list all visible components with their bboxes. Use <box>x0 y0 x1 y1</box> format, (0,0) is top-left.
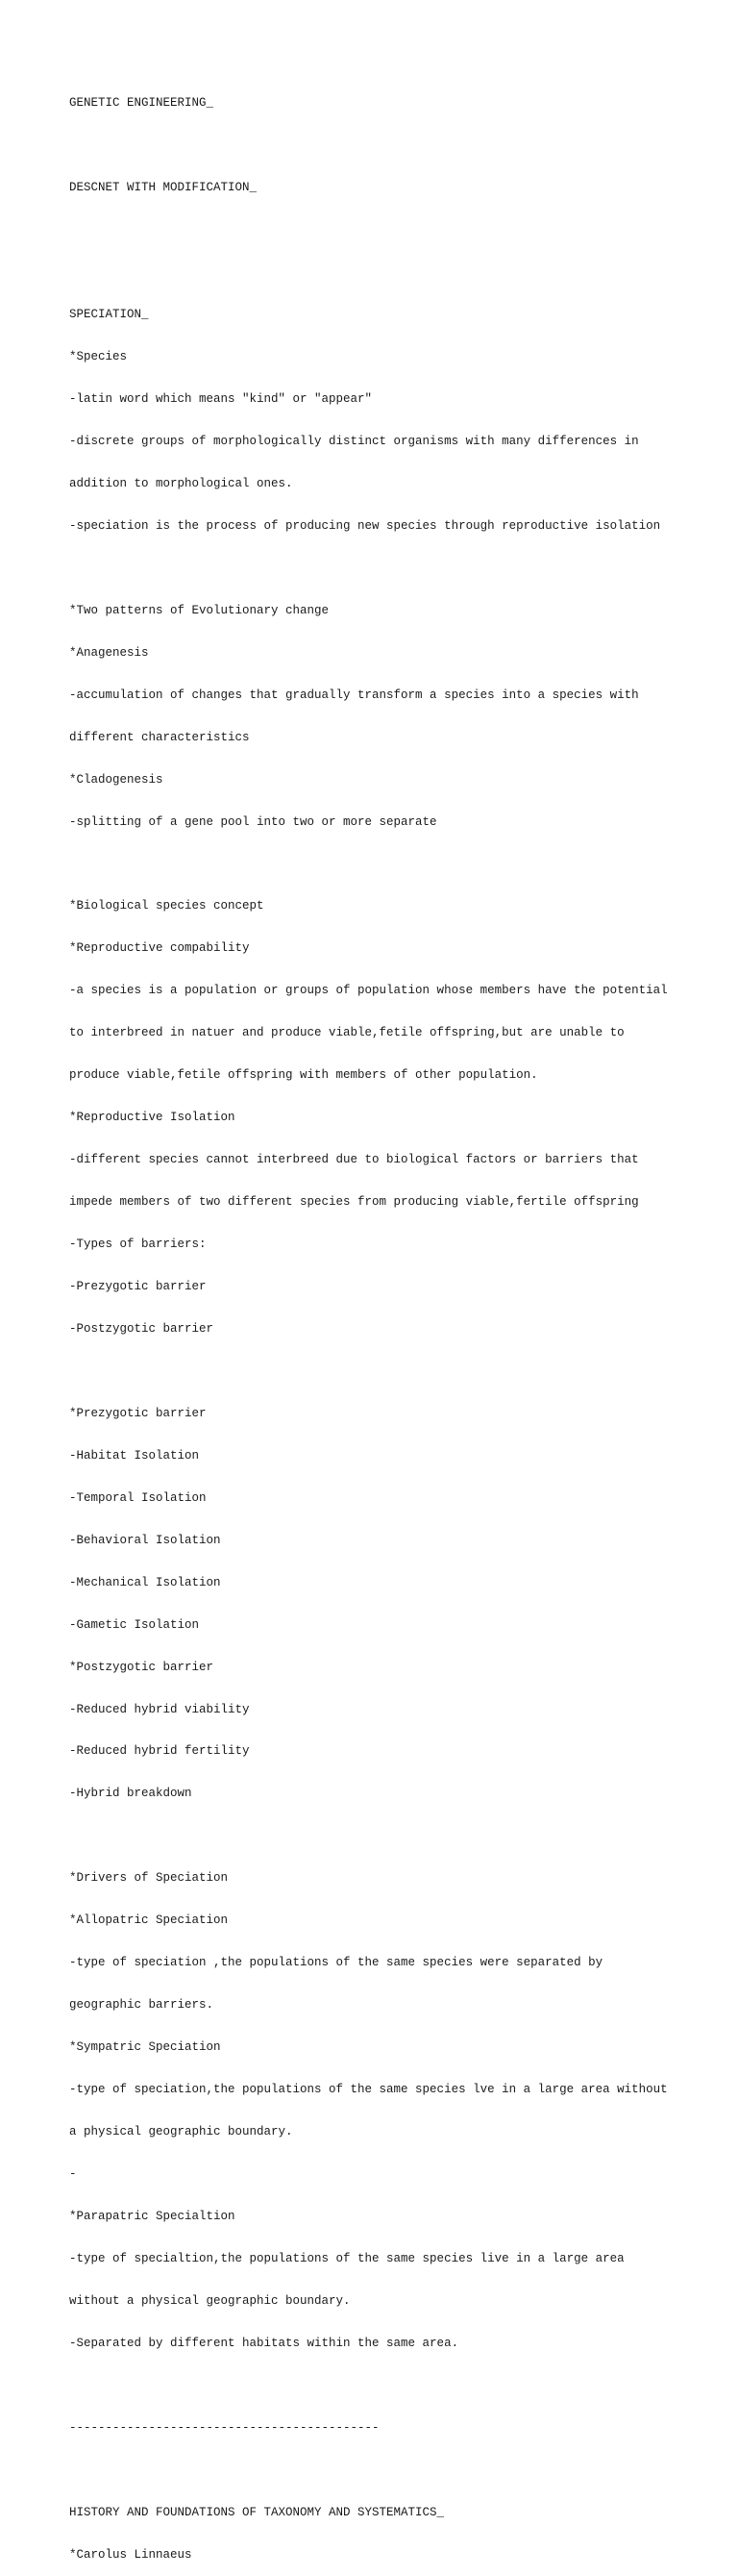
doc-line: *Postzygotic barrier <box>69 1660 214 1674</box>
doc-line: *Two patterns of Evolutionary change <box>69 603 330 617</box>
doc-line: GENETIC ENGINEERING_ <box>69 96 214 111</box>
doc-line: *Allopatric Speciation <box>69 1913 229 1928</box>
doc-line: -type of specialtion,the populations of the same species live in a large area <box>69 2251 625 2265</box>
doc-line: *Prezygotic barrier <box>69 1406 207 1420</box>
doc-line: *Sympatric Speciation <box>69 2040 221 2055</box>
doc-line: -Gametic Isolation <box>69 1617 200 1632</box>
doc-line: -a species is a population or groups of population whose members have the potential <box>69 984 668 998</box>
doc-line <box>69 2379 703 2393</box>
doc-line: -Reduced hybrid fertility <box>69 1744 250 1759</box>
doc-line: geographic barriers. <box>69 1998 214 2013</box>
doc-line: -Prezygotic barrier <box>69 1280 207 1293</box>
doc-line: DESCNET WITH MODIFICATION_ <box>69 181 258 195</box>
doc-line: -Temporal Isolation <box>69 1490 207 1505</box>
doc-line: *Parapatric Specialtion <box>69 2209 235 2223</box>
doc-line: -Habitat Isolation <box>69 1448 200 1463</box>
doc-line: -latin word which means "kind" or "appear" <box>69 391 373 406</box>
doc-line: -Reduced hybrid viability <box>69 1702 250 1716</box>
doc-line <box>69 2463 703 2478</box>
doc-line: -type of speciation,the populations of the same species lve in a large area without <box>69 2083 668 2097</box>
doc-line: *Biological species concept <box>69 899 264 913</box>
doc-line <box>69 1829 703 1843</box>
doc-line: -Types of barriers: <box>69 1238 207 1252</box>
doc-line <box>69 857 703 871</box>
doc-line: *Anagenesis <box>69 645 149 660</box>
doc-line: -accumulation of changes that gradually transform a species into a species with <box>69 688 639 702</box>
doc-line: - <box>69 2167 77 2182</box>
document-body <box>69 68 703 2576</box>
doc-line: -type of speciation ,the populations of the same species were separated by <box>69 1956 603 1970</box>
doc-line <box>69 1364 703 1379</box>
doc-line <box>69 223 703 238</box>
doc-line: impede members of two different species from producing viable,fertile offspring <box>69 1195 639 1210</box>
doc-line: -discrete groups of morphologically distinct organisms with many differences in <box>69 434 639 448</box>
doc-line: SPECIATION_ <box>69 308 149 322</box>
doc-line: *Drivers of Speciation <box>69 1871 229 1886</box>
doc-line: HISTORY AND FOUNDATIONS OF TAXONOMY AND SYSTEMATICS_ <box>69 2505 445 2519</box>
doc-line: without a physical geographic boundary. <box>69 2293 351 2308</box>
doc-line: a physical geographic boundary. <box>69 2125 293 2139</box>
doc-line: -Behavioral Isolation <box>69 1533 221 1547</box>
doc-line: -Separated by different habitats within the same area. <box>69 2336 459 2350</box>
doc-line: *Species <box>69 350 128 364</box>
doc-line: *Reproductive compability <box>69 941 250 956</box>
doc-line: -Mechanical Isolation <box>69 1575 221 1589</box>
doc-line: produce viable,fetile offspring with members of other population. <box>69 1068 538 1083</box>
doc-line: -Postzygotic barrier <box>69 1321 214 1336</box>
doc-line: -different species cannot interbreed due to biological factors or barriers that <box>69 1153 639 1167</box>
doc-line: ------------------------------------------- <box>69 2420 380 2435</box>
doc-line <box>69 562 703 576</box>
doc-line: addition to morphological ones. <box>69 476 293 490</box>
doc-line <box>69 265 703 280</box>
doc-line: *Carolus Linnaeus <box>69 2547 192 2562</box>
doc-line: to interbreed in natuer and produce viable,fetile offspring,but are unable to <box>69 1026 625 1040</box>
doc-line: -Hybrid breakdown <box>69 1787 192 1801</box>
doc-line: different characteristics <box>69 730 250 744</box>
doc-line: -splitting of a gene pool into two or more separate <box>69 814 437 829</box>
doc-line: *Reproductive Isolation <box>69 1111 235 1125</box>
doc-line: -speciation is the process of producing new species through reproductive isolation <box>69 518 661 533</box>
doc-line <box>69 138 703 153</box>
doc-line: *Cladogenesis <box>69 772 163 787</box>
